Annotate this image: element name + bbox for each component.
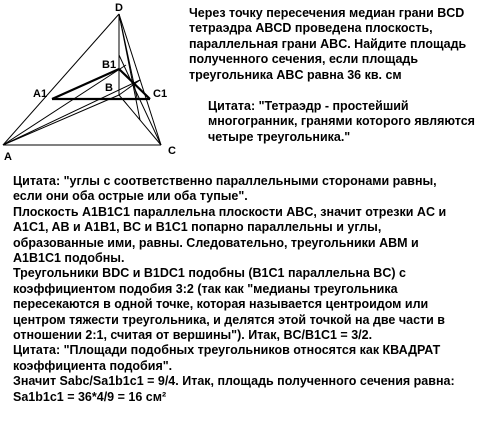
solution-text: Цитата: "углы с соответственно параллельными сторонами равны, если они оба острые или оба тупые". Плоскость A1B1C1 параллельна плоскости ABC, значит отрезки AC и A1C1, AB и A1B1, BC и B1C1 попарно параллельны и углы, образованные ими, равны. Следовательно, треугольники ABM и A1B1C1 подобны. Треугольники BDC и B1DC1 подобны (B1C1 параллельна BC) с коэффициентом подобия 3:2 (так как "медианы треугольника пересекаются в одной точке, которая называется центроидом или центром тяжести треугольника, и делятся этой точкой на две части в отношении 2:1, считая от вершины"). Итак, BC/B1C1 = 3/2. Цитата: "Площади подобных треугольников относятся как КВАДРАТ коэффициента подобия". Значит Sabc/Sa1b1c1 = 9/4. Итак, площадь полученного сечения равна: Sa1b1c1 = 36*4/9 = 16 см² [13,174,455,404]
label-B1: B1 [102,59,117,71]
problem-statement: Через точку пересечения медиан грани BCD тетраэдра ABCD проведена плоскость, параллельная грани ABC. Найдите площадь полученного сечения, если площадь треугольника ABC равна 36 кв. см [189,6,467,82]
aux-line-2 [3,65,126,145]
label-D: D [115,2,123,14]
edge-DC [119,14,161,145]
label-B: B [105,82,113,94]
edge-AB [3,95,119,145]
label-A1: A1 [33,88,48,100]
label-C1: C1 [153,88,168,100]
tetrahedron-figure [0,0,200,170]
label-A: A [4,151,12,163]
edge-DA [3,14,119,145]
tetrahedron-edges [3,14,161,145]
label-C: C [168,145,176,157]
tetrahedron-quote: Цитата: "Тетраэдр - простейший многогранник, гранями которого являются четыре треугольника." [208,99,475,144]
